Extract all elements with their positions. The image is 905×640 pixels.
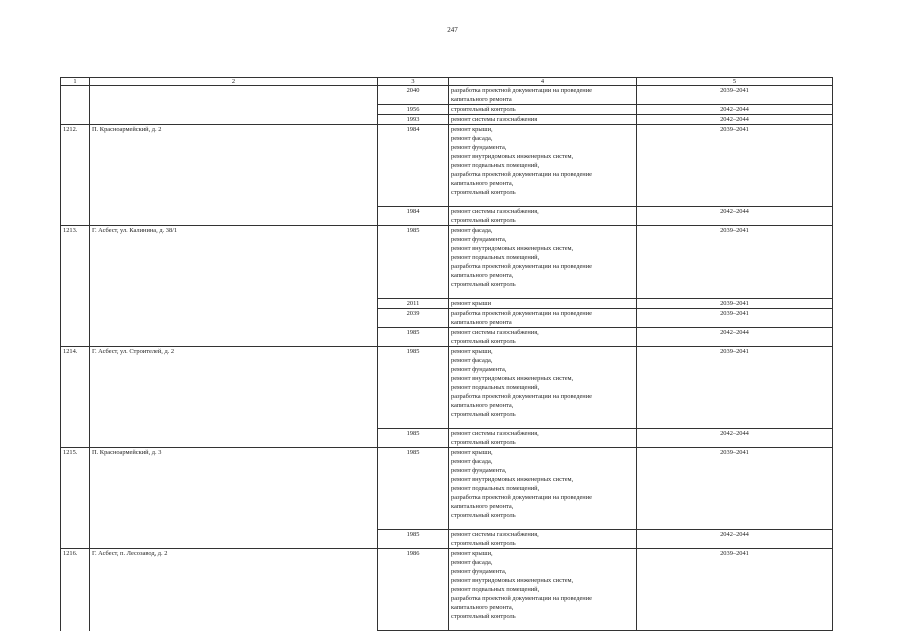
work-item: строительный контроль <box>451 338 516 345</box>
work-item: капитального ремонта, <box>451 402 514 409</box>
work-item: ремонт фундамента, <box>451 144 507 151</box>
period-cell: 2039–2041 <box>637 125 833 207</box>
work-item: ремонт подвальных помещений, <box>451 485 540 492</box>
work-item: ремонт фасада, <box>451 559 493 566</box>
table-row <box>61 86 833 105</box>
object-number-cell <box>61 86 90 125</box>
work-item: ремонт системы газоснабжения, <box>451 208 539 215</box>
works-cell <box>449 448 637 530</box>
header-row <box>61 78 833 86</box>
work-item: ремонт подвальных помещений, <box>451 162 540 169</box>
work-item: капитального ремонта, <box>451 180 514 187</box>
period-cell: 2042–2044 <box>637 207 833 226</box>
works-cell <box>449 309 637 328</box>
period-cell: 2039–2041 <box>637 309 833 328</box>
work-item: строительный контроль <box>451 540 516 547</box>
object-number-cell: 1214. <box>61 347 90 448</box>
work-item: ремонт внутридомовых инженерных систем, <box>451 375 574 382</box>
period-cell: 2042–2044 <box>637 328 833 347</box>
address-cell: Г. Асбест, п. Лесозавод, д. 2 <box>90 549 378 631</box>
works-cell <box>449 125 637 207</box>
work-item: ремонт крыши <box>451 300 492 307</box>
table-row <box>61 347 833 429</box>
year-cell: 1993 <box>378 115 449 125</box>
work-item: ремонт внутридомовых инженерных систем, <box>451 577 574 584</box>
table-row <box>61 448 833 530</box>
work-item: ремонт крыши, <box>451 126 493 133</box>
work-item: ремонт системы газоснабжения, <box>451 430 539 437</box>
table-row <box>61 125 833 207</box>
work-item: ремонт крыши, <box>451 449 493 456</box>
work-item: ремонт крыши, <box>451 550 493 557</box>
work-item: разработка проектной документации на проведение <box>451 171 592 178</box>
spacer <box>451 520 634 529</box>
work-item: капитального ремонта, <box>451 272 514 279</box>
repair-schedule-table <box>60 77 833 631</box>
work-item: капитального ремонта <box>451 319 512 326</box>
work-item: ремонт фундамента, <box>451 236 507 243</box>
header-cell-5: 5 <box>637 78 833 86</box>
period-cell: 2039–2041 <box>637 86 833 105</box>
year-cell: 2040 <box>378 86 449 105</box>
work-item: ремонт крыши, <box>451 348 493 355</box>
work-item: разработка проектной документации на проведение <box>451 595 592 602</box>
period-cell: 2042–2044 <box>637 105 833 115</box>
period-cell: 2039–2041 <box>637 549 833 631</box>
year-cell: 2011 <box>378 299 449 309</box>
work-item: ремонт фундамента, <box>451 568 507 575</box>
works-cell <box>449 549 637 631</box>
period-cell: 2042–2044 <box>637 115 833 125</box>
period-cell: 2039–2041 <box>637 347 833 429</box>
year-cell: 1985 <box>378 347 449 429</box>
header-cell-2: 2 <box>90 78 378 86</box>
works-cell <box>449 347 637 429</box>
work-item: строительный контроль <box>451 217 516 224</box>
works-cell <box>449 530 637 549</box>
work-item: ремонт внутридомовых инженерных систем, <box>451 476 574 483</box>
year-cell: 1985 <box>378 429 449 448</box>
year-cell: 1985 <box>378 448 449 530</box>
work-item: разработка проектной документации на проведение <box>451 393 592 400</box>
work-item: ремонт внутридомовых инженерных систем, <box>451 245 574 252</box>
work-item: разработка проектной документации на проведение <box>451 494 592 501</box>
works-cell <box>449 115 637 125</box>
work-item: строительный контроль <box>451 189 516 196</box>
year-cell: 1985 <box>378 226 449 299</box>
work-item: разработка проектной документации на проведение <box>451 310 592 317</box>
spacer <box>451 197 634 206</box>
works-cell <box>449 105 637 115</box>
work-item: ремонт фундамента, <box>451 366 507 373</box>
address-cell: П. Красноармейский, д. 3 <box>90 448 378 549</box>
work-item: строительный контроль <box>451 613 516 620</box>
address-cell: Г. Асбест, ул. Строителей, д. 2 <box>90 347 378 448</box>
address-cell <box>90 86 378 125</box>
year-cell: 1986 <box>378 549 449 631</box>
address-cell: Г. Асбест, ул. Калинина, д. 38/1 <box>90 226 378 347</box>
address-cell: П. Красноармейский, д. 2 <box>90 125 378 226</box>
work-item: строительный контроль <box>451 106 516 113</box>
table-row <box>61 226 833 299</box>
table-body <box>61 78 833 631</box>
period-cell: 2039–2041 <box>637 299 833 309</box>
work-item: ремонт фасада, <box>451 357 493 364</box>
table-row <box>61 549 833 631</box>
period-cell: 2042–2044 <box>637 530 833 549</box>
work-item: ремонт подвальных помещений, <box>451 384 540 391</box>
object-number-cell: 1216. <box>61 549 90 631</box>
works-cell <box>449 207 637 226</box>
year-cell: 1984 <box>378 207 449 226</box>
object-number-cell: 1215. <box>61 448 90 549</box>
works-cell <box>449 86 637 105</box>
year-cell: 2039 <box>378 309 449 328</box>
works-cell <box>449 226 637 299</box>
works-cell <box>449 299 637 309</box>
work-item: строительный контроль <box>451 512 516 519</box>
work-item: ремонт фасада, <box>451 227 493 234</box>
spacer <box>451 419 634 428</box>
work-item: строительный контроль <box>451 281 516 288</box>
header-cell-3: 3 <box>378 78 449 86</box>
work-item: ремонт фасада, <box>451 135 493 142</box>
year-cell: 1984 <box>378 125 449 207</box>
period-cell: 2042–2044 <box>637 429 833 448</box>
work-item: ремонт системы газоснабжения, <box>451 531 539 538</box>
object-number-cell: 1212. <box>61 125 90 226</box>
works-cell <box>449 328 637 347</box>
work-item: капитального ремонта, <box>451 604 514 611</box>
spacer <box>451 289 634 298</box>
year-cell: 1956 <box>378 105 449 115</box>
work-item: ремонт подвальных помещений, <box>451 254 540 261</box>
work-item: ремонт подвальных помещений, <box>451 586 540 593</box>
year-cell: 1985 <box>378 328 449 347</box>
work-item: ремонт фундамента, <box>451 467 507 474</box>
header-cell-4: 4 <box>449 78 637 86</box>
period-cell: 2039–2041 <box>637 226 833 299</box>
work-item: ремонт внутридомовых инженерных систем, <box>451 153 574 160</box>
work-item: ремонт системы газоснабжения, <box>451 329 539 336</box>
spacer <box>451 621 634 630</box>
work-item: разработка проектной документации на проведение <box>451 263 592 270</box>
work-item: строительный контроль <box>451 439 516 446</box>
work-item: строительный контроль <box>451 411 516 418</box>
header-cell-1: 1 <box>61 78 90 86</box>
page-number: 247 <box>447 26 458 34</box>
period-cell: 2039–2041 <box>637 448 833 530</box>
work-item: капитального ремонта, <box>451 503 514 510</box>
work-item: ремонт фасада, <box>451 458 493 465</box>
works-cell <box>449 429 637 448</box>
work-item: ремонт системы газоснабжения <box>451 116 538 123</box>
year-cell: 1985 <box>378 530 449 549</box>
work-item: разработка проектной документации на проведение <box>451 87 592 94</box>
object-number-cell: 1213. <box>61 226 90 347</box>
work-item: капитального ремонта <box>451 96 512 103</box>
